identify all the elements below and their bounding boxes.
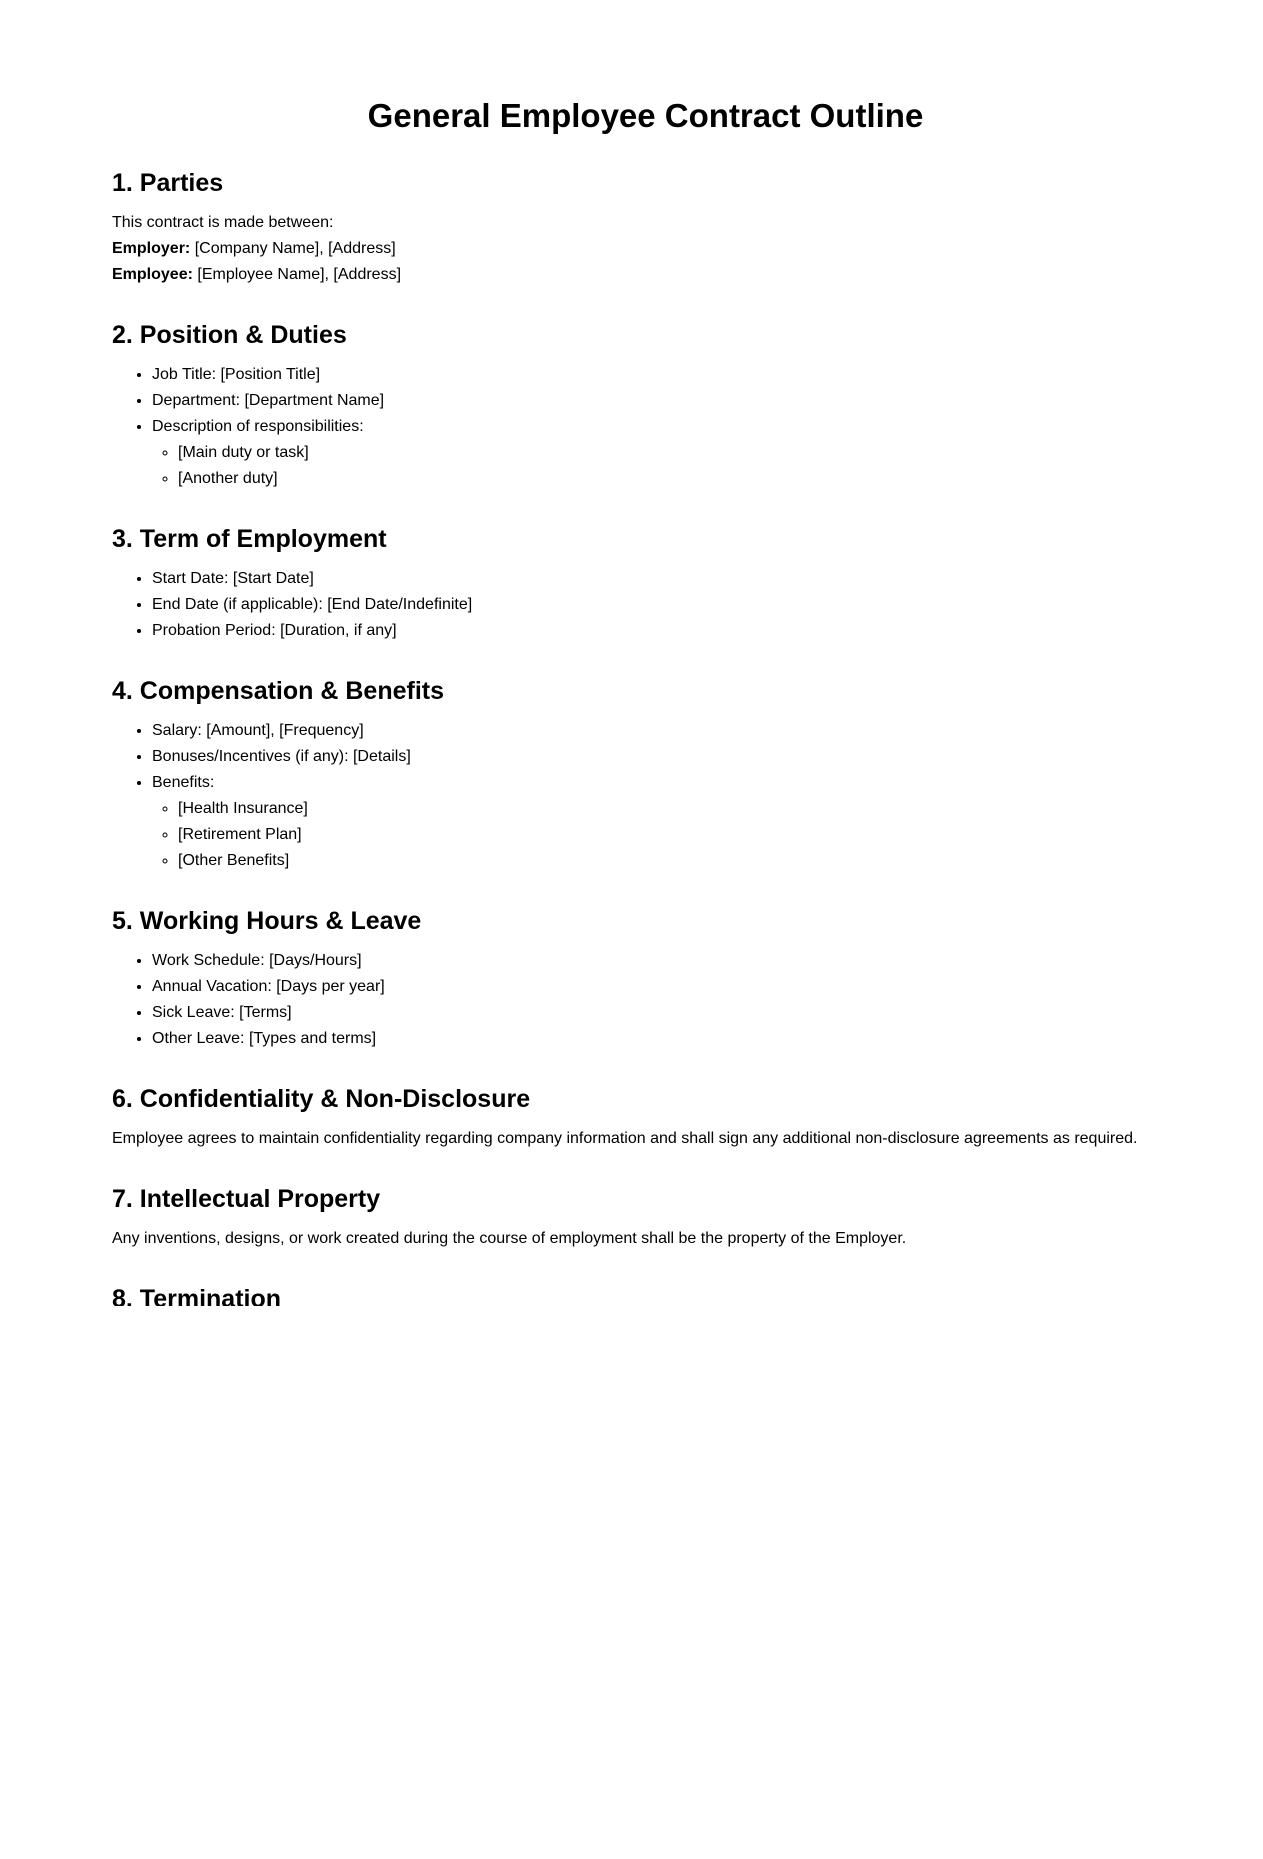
- confidentiality-paragraph: Employee agrees to maintain confidentiality regarding company information and shall sign any additional non-disclosure agreements as required.: [112, 1130, 1138, 1147]
- list-item-text: Probation Period: [Duration, if any]: [152, 622, 397, 639]
- working-hours-leave-list: [112, 948, 1179, 1052]
- sub-list-item-text: [Health Insurance]: [178, 800, 308, 817]
- list-item-text: Benefits:: [152, 774, 215, 791]
- list-item: [152, 974, 1179, 1000]
- list-item: [152, 1026, 1179, 1052]
- list-item-text: Start Date: [Start Date]: [152, 570, 314, 587]
- section-heading-termination: 8. Termination: [112, 1285, 282, 1306]
- parties-intro-line: This contract is made between:: [112, 214, 334, 231]
- position-duties-list: [112, 362, 1179, 492]
- list-item: [152, 618, 1179, 644]
- employer-label: Employer:: [112, 240, 191, 257]
- sub-list-item: [178, 822, 1179, 848]
- list-item: [152, 770, 1179, 874]
- section-heading-compensation-benefits: 4. Compensation & Benefits: [112, 677, 444, 705]
- list-item: [152, 744, 1179, 770]
- list-item: [152, 414, 1179, 492]
- intellectual-property-paragraph: Any inventions, designs, or work created during the course of employment shall be the property of the Employer.: [112, 1230, 907, 1247]
- list-item-text: Department: [Department Name]: [152, 392, 385, 409]
- list-item: [152, 1000, 1179, 1026]
- sub-list-item: [178, 848, 1179, 874]
- list-item-text: End Date (if applicable): [End Date/Indefinite]: [152, 596, 473, 613]
- section-heading-intellectual-property: 7. Intellectual Property: [112, 1185, 381, 1213]
- benefits-sublist: [152, 796, 1179, 874]
- list-item-text: Work Schedule: [Days/Hours]: [152, 952, 362, 969]
- employee-label: Employee:: [112, 266, 193, 283]
- sub-list-item: [178, 796, 1179, 822]
- employee-value: [Employee Name], [Address]: [192, 266, 402, 283]
- sub-list-item-text: [Another duty]: [178, 470, 278, 487]
- list-item: [152, 718, 1179, 744]
- clipped-content-edge: [112, 1284, 1179, 1306]
- list-item: [152, 566, 1179, 592]
- sub-list-item-text: [Retirement Plan]: [178, 826, 302, 843]
- sub-list-item: [178, 466, 1179, 492]
- list-item: [152, 362, 1179, 388]
- responsibilities-sublist: [152, 440, 1179, 492]
- section-heading-working-hours-leave: 5. Working Hours & Leave: [112, 907, 422, 935]
- section-heading-term-of-employment: 3. Term of Employment: [112, 525, 387, 553]
- list-item-text: Bonuses/Incentives (if any): [Details]: [152, 748, 411, 765]
- list-item: [152, 592, 1179, 618]
- term-of-employment-list: [112, 566, 1179, 644]
- list-item-text: Description of responsibilities:: [152, 418, 364, 435]
- section-heading-confidentiality: 6. Confidentiality & Non-Disclosure: [112, 1085, 531, 1113]
- list-item-text: Annual Vacation: [Days per year]: [152, 978, 385, 995]
- employer-value: [Company Name], [Address]: [190, 240, 396, 257]
- parties-paragraph: [112, 210, 1179, 288]
- list-item: [152, 388, 1179, 414]
- section-heading-position-duties: 2. Position & Duties: [112, 321, 347, 349]
- list-item-text: Job Title: [Position Title]: [152, 366, 321, 383]
- list-item-text: Salary: [Amount], [Frequency]: [152, 722, 364, 739]
- sub-list-item: [178, 440, 1179, 466]
- list-item-text: Sick Leave: [Terms]: [152, 1004, 292, 1021]
- compensation-benefits-list: [112, 718, 1179, 874]
- sub-list-item-text: [Other Benefits]: [178, 852, 290, 869]
- sub-list-item-text: [Main duty or task]: [178, 444, 309, 461]
- document-title: General Employee Contract Outline: [367, 97, 924, 134]
- section-heading-parties: 1. Parties: [112, 169, 224, 197]
- list-item-text: Other Leave: [Types and terms]: [152, 1030, 377, 1047]
- list-item: [152, 948, 1179, 974]
